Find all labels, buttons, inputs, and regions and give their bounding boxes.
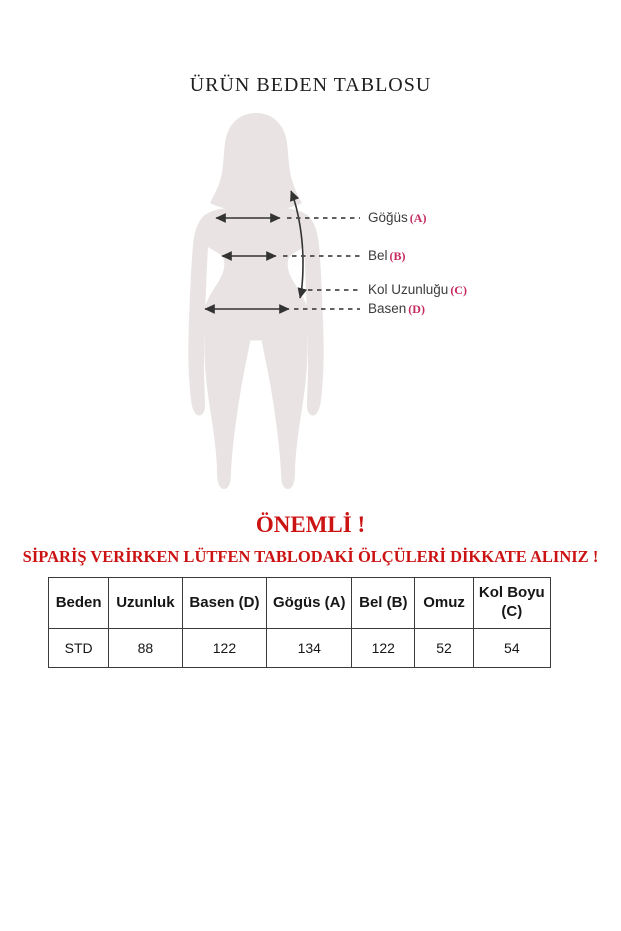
header-cell-gogus: Gögüs (A) [267, 578, 352, 629]
measure-label-chest-letter: (A) [409, 211, 427, 225]
cell-bel: 122 [352, 629, 415, 668]
measure-label-waist-text: Bel [368, 248, 388, 263]
cell-basen: 122 [182, 629, 267, 668]
header-cell-uzunluk: Uzunluk [109, 578, 182, 629]
measure-label-hip-text: Basen [368, 301, 407, 316]
table-row [49, 629, 551, 668]
measure-label-waist [368, 248, 406, 264]
notice-subheading: SİPARİŞ VERİRKEN LÜTFEN TABLODAKİ ÖLÇÜLERİ DİKKATE ALINIZ ! [22, 547, 599, 566]
page-title: ÜRÜN BEDEN TABLOSU [189, 74, 432, 96]
cell-gogus: 134 [267, 629, 352, 668]
header-cell-basen: Basen (D) [182, 578, 267, 629]
header-cell-beden: Beden [49, 578, 109, 629]
silhouette-left-leg [204, 332, 251, 489]
header-cell-bel: Bel (B) [352, 578, 415, 629]
measure-label-hip-letter: (D) [408, 302, 425, 316]
notice-heading: ÖNEMLİ ! [255, 512, 366, 537]
measure-label-arm [368, 282, 467, 298]
measure-label-arm-text: Kol Uzunluğu [368, 282, 449, 297]
cell-uzunluk: 88 [109, 629, 182, 668]
cell-omuz: 52 [415, 629, 473, 668]
cell-beden: STD [49, 629, 109, 668]
body-silhouette [188, 113, 323, 489]
header-cell-kol-boyu: Kol Boyu (C) [473, 578, 550, 629]
measure-label-arm-letter: (C) [450, 283, 467, 297]
measure-label-waist-letter: (B) [389, 249, 406, 263]
cell-kol-boyu: 54 [473, 629, 550, 668]
silhouette-head [210, 113, 302, 209]
size-table-header-row [49, 578, 551, 629]
silhouette-right-leg [261, 332, 308, 489]
header-cell-omuz: Omuz [415, 578, 473, 629]
measure-label-chest [368, 210, 426, 226]
size-table [48, 577, 551, 668]
measure-label-chest-text: Göğüs [368, 210, 408, 225]
measure-label-hip [368, 301, 425, 317]
silhouette-torso [199, 206, 313, 341]
